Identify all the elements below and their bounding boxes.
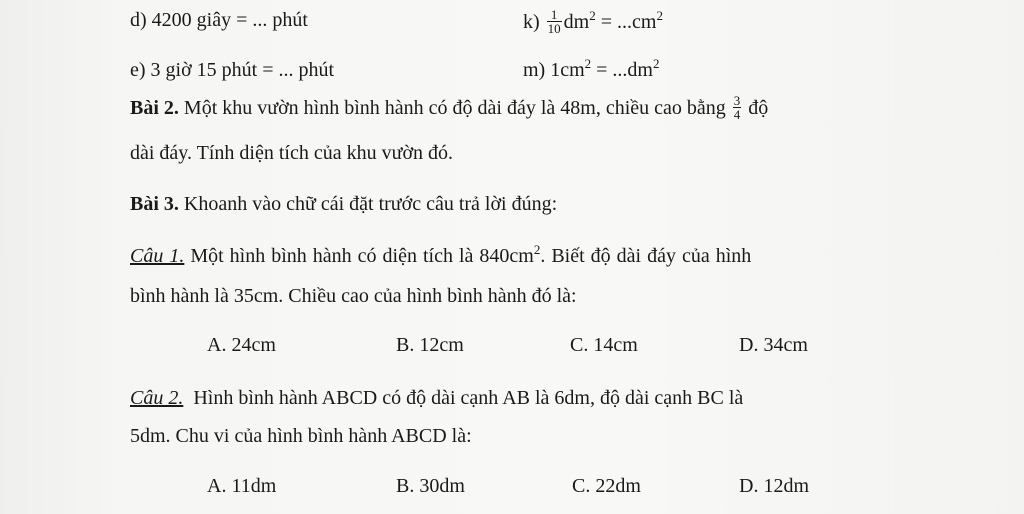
- cau2-line1: [130, 386, 743, 410]
- cau1-line2: bình hành là 35cm. Chiều cao của hình bình hành đó là:: [130, 285, 577, 307]
- item-k-text-b: = ...cm: [595, 11, 657, 34]
- cau1-option-b[interactable]: B. 12cm: [396, 334, 464, 356]
- item-k: [523, 7, 663, 37]
- item-k-frac-den: 10: [547, 21, 561, 36]
- cau1-line1: [130, 244, 751, 268]
- item-k-sup-a: 2: [589, 8, 596, 24]
- bai3-line: [130, 192, 557, 216]
- bai3-text: Khoanh vào chữ cái đặt trước câu trả lời đúng:: [178, 193, 558, 215]
- bai2-heading: Bài 2.: [130, 97, 179, 120]
- item-e-text: 3 giờ 15 phút = ... phút: [150, 59, 335, 81]
- item-d-text: 4200 giây = ... phút: [151, 9, 308, 31]
- item-d: [130, 8, 308, 32]
- bai3-heading: Bài 3.: [130, 193, 179, 215]
- bai2-line2: dài đáy. Tính diện tích của khu vườn đó.: [130, 142, 454, 164]
- bai2-text-a: Một khu vườn hình bình hành có độ dài đáy là 48m, chiều cao bằng: [178, 97, 731, 120]
- item-e: [130, 58, 334, 82]
- cau1-option-a[interactable]: A. 24cm: [207, 334, 276, 356]
- bai2-text-b: độ: [743, 97, 769, 120]
- cau1-option-c[interactable]: C. 14cm: [570, 334, 638, 356]
- cau2-option-d[interactable]: D. 12dm: [739, 475, 809, 497]
- cau1-label: Câu 1.: [130, 245, 185, 267]
- item-m-sup-b: 2: [653, 56, 660, 71]
- item-m-text-a: 1cm: [550, 59, 585, 81]
- bai2-frac-den: 4: [733, 107, 741, 122]
- cau1-sup: 2: [533, 242, 541, 257]
- cau2-option-a[interactable]: A. 11dm: [207, 475, 277, 497]
- cau2-option-c[interactable]: C. 22dm: [572, 475, 641, 497]
- bai2-frac-num: 3: [733, 93, 741, 108]
- cau1-option-d[interactable]: D. 34cm: [739, 334, 808, 356]
- item-k-sup-b: 2: [656, 8, 663, 24]
- cau2-line2: 5dm. Chu vi của hình bình hành ABCD là:: [130, 425, 472, 447]
- item-m: [523, 58, 660, 82]
- cau2-text-a: Hình bình hành ABCD có độ dài cạnh AB là 6dm, độ dài cạnh BC là: [183, 387, 744, 409]
- bai2-fraction: [733, 94, 742, 121]
- item-m-sup-a: 2: [584, 56, 592, 71]
- item-m-label: m): [523, 59, 546, 81]
- item-m-text-b: = ...dm: [591, 59, 653, 81]
- cau2-label: Câu 2.: [130, 387, 184, 409]
- bai2-line1: [130, 93, 769, 123]
- item-e-label: e): [130, 59, 146, 81]
- item-k-text-a: dm: [563, 11, 590, 34]
- cau2-option-b[interactable]: B. 30dm: [396, 475, 465, 497]
- cau1-text-a: Một hình bình hành có diện tích là 840cm: [184, 245, 534, 267]
- item-k-fraction: [547, 8, 562, 35]
- item-d-label: d): [130, 9, 147, 31]
- cau1-text-b: . Biết độ dài đáy của hình: [540, 245, 752, 267]
- item-k-frac-num: 1: [547, 8, 562, 22]
- item-k-label: k): [523, 11, 540, 34]
